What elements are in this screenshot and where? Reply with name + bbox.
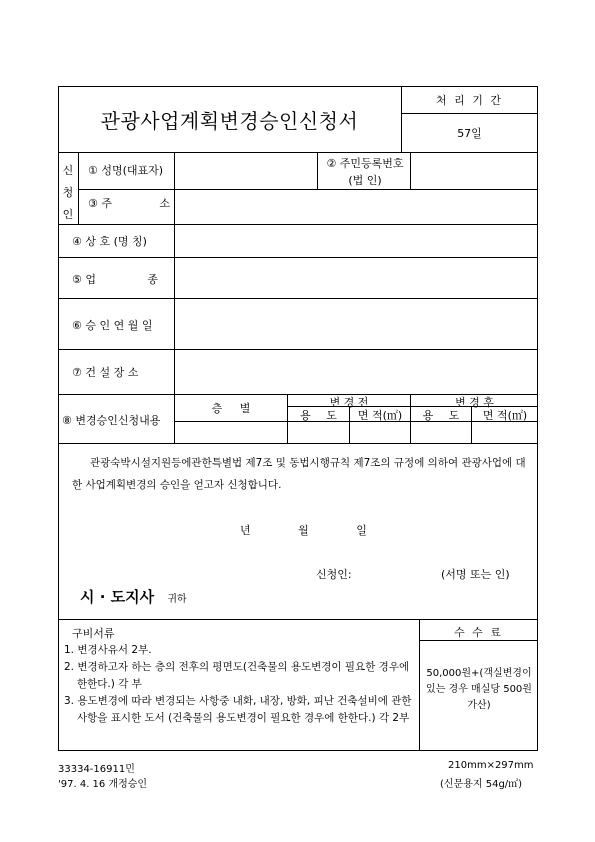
- attachment-item: 3. 용도변경에 따라 변경되는 사항중 내화, 내장, 방화, 피난 건축설비에 관한 사항을 표시한 도서 (건축물의 용도변경이 필요한 경우에 한한다.) 각 2부: [64, 695, 412, 724]
- address-label: [88, 195, 170, 211]
- recipient: [80, 586, 187, 607]
- before-change-label: 변 경 전: [329, 396, 369, 409]
- business-type-label-a: ⑤ 업: [72, 273, 96, 286]
- paper-size: 210mm×297mm: [448, 760, 534, 771]
- approval-date-input[interactable]: [175, 299, 537, 348]
- name-label: ① 성명(대표자): [88, 164, 164, 177]
- application-statement: 관광숙박시설지원등에관한특별법 제7조 및 동법시행규칙 제7조의 규정에 의하여 관광사업에 대한 사업계획변경의 승인을 얻고자 신청합니다.: [72, 457, 526, 491]
- processing-period-value: 57일: [457, 126, 482, 140]
- approval-date-label: ⑥ 승 인 연 월 일: [72, 319, 153, 332]
- before-use-input[interactable]: [288, 422, 348, 442]
- processing-period-label: 처 리 기 간: [401, 86, 538, 114]
- applicant-label: 신청인: [62, 164, 74, 221]
- business-type-label-b: 종: [147, 273, 158, 286]
- attachments-title: 구비서류: [72, 627, 115, 640]
- floor-label: 층 별: [211, 402, 251, 415]
- business-name-label: ④ 상 호 (명 칭): [72, 235, 147, 248]
- approval-note: '97. 4. 16 개정승인: [58, 779, 148, 790]
- recipient-name: 시 · 도지사: [80, 588, 155, 606]
- corporation-label: (법 인): [348, 174, 382, 187]
- address-label-a: ③ 주: [88, 197, 112, 210]
- resident-number-label: ② 주민등록번호: [326, 157, 404, 170]
- floor-input[interactable]: [175, 422, 286, 442]
- construction-site-input[interactable]: [175, 350, 537, 393]
- date-line: 년 월 일: [240, 524, 367, 537]
- attachments-list: [64, 642, 414, 727]
- after-change-label: 변 경 후: [455, 396, 494, 409]
- after-area-input[interactable]: [472, 422, 537, 442]
- construction-site-label: ⑦ 건 설 장 소: [72, 366, 139, 379]
- fee-title: 수 수 료: [454, 626, 503, 639]
- col-divider: [317, 152, 318, 189]
- applicant-sign-label: 신청인:: [316, 568, 352, 581]
- row-line: [58, 443, 538, 444]
- applicant-sign-input[interactable]: [356, 562, 438, 580]
- form-title: 관광사업계획변경승인신청서: [100, 108, 359, 133]
- after-area-label: 면 적(㎡): [482, 409, 528, 422]
- paper-type: (신문용지 54g/㎡): [440, 779, 523, 790]
- business-type-label: [72, 271, 158, 287]
- attachment-item: 2. 변경하고자 하는 층의 전후의 평면도(건축물의 용도변경이 필요한 경우에 한한다.) 각 부: [64, 661, 410, 690]
- before-area-label: 면 적(㎡): [357, 409, 403, 422]
- row-line: [58, 619, 538, 620]
- after-use-input[interactable]: [411, 422, 470, 442]
- address-label-b: 소: [159, 197, 170, 210]
- business-type-input[interactable]: [175, 258, 537, 297]
- business-name-input[interactable]: [175, 225, 537, 256]
- sign-note: (서명 또는 인): [441, 568, 510, 581]
- fee-text: 50,000원+(객실변경이 있는 경우 매실당 500원 가산): [426, 668, 532, 711]
- resident-number-input[interactable]: [411, 153, 537, 188]
- address-input[interactable]: [175, 190, 537, 223]
- form-code: 33334-16911민: [58, 764, 135, 775]
- row-line: [419, 640, 538, 641]
- attachment-item: 1. 변경사유서 2부.: [64, 644, 152, 656]
- after-use-label: 용 도: [422, 409, 460, 422]
- change-content-label: ⑧ 변경승인신청내용: [62, 414, 161, 427]
- name-input[interactable]: [175, 153, 316, 188]
- before-use-label: 용 도: [300, 409, 337, 422]
- before-area-input[interactable]: [350, 422, 409, 442]
- recipient-suffix: 귀하: [167, 594, 187, 605]
